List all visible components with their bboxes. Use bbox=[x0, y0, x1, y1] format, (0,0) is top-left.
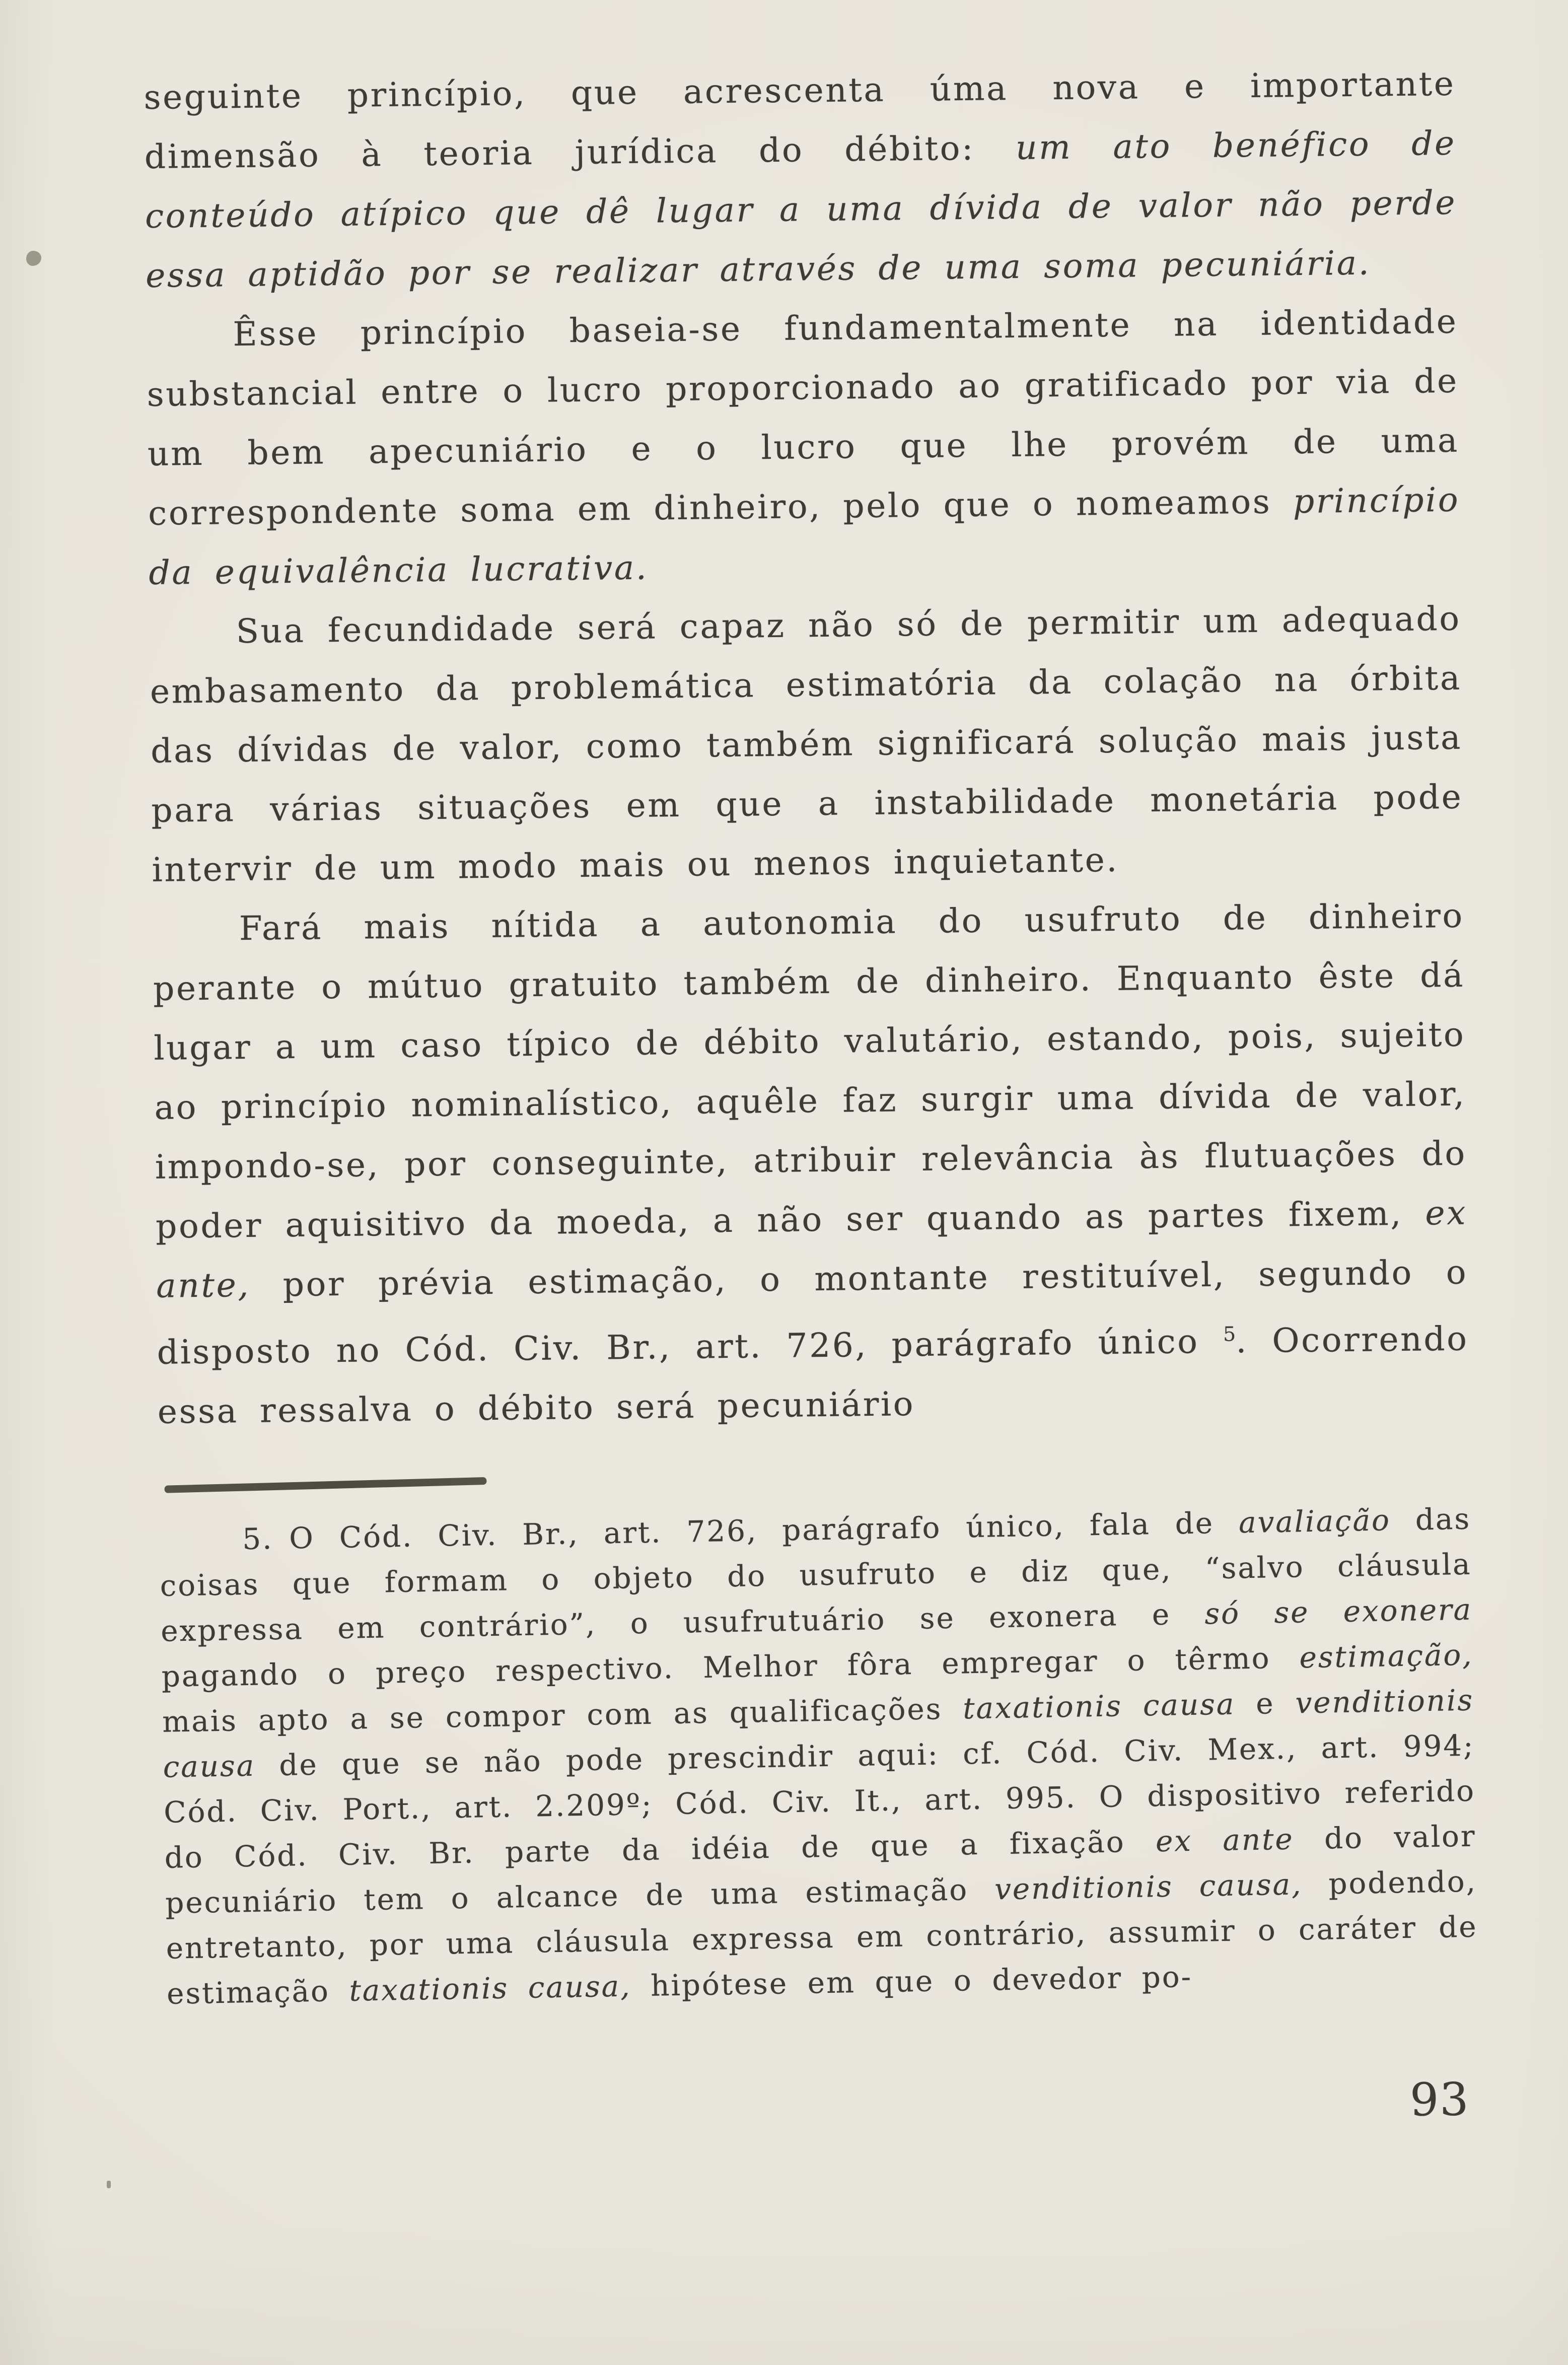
text-segment: Sua fecundidade será capaz não só de permitir um adequado embasamento da problemática estimatória da colação na órbita das dívidas de valor, como também significará solução mais justa para várias situações em que a instabilidade monetária pode intervir de um modo mais ou menos inquietante. bbox=[150, 599, 1463, 889]
text-segment: 5 bbox=[1223, 1323, 1236, 1346]
text-segment: de que se não pode prescindir aqui: cf. Cód. Civ. Mex., art. 994; Cód. Civ. Port., art. 2.209º; Cód. Civ. It., art. 995. O dispositivo referido do Cód. Civ. Br. parte da idéia de que a fixação bbox=[163, 1728, 1476, 1875]
text-segment: 5. O Cód. Civ. Br., art. 726, parágrafo único, fala de bbox=[242, 1505, 1239, 1557]
text-segment: só se exonera bbox=[1204, 1592, 1473, 1631]
footnote-block bbox=[159, 1496, 1479, 2016]
text-segment: seguinte princípio, que acrescenta úma nova e importante dimensão à teoria jurídica do débito: bbox=[144, 64, 1456, 176]
text-segment: venditionis causa, bbox=[994, 1867, 1303, 1907]
text-segment: . Ocorrendo essa ressalva o débito será pecuniário bbox=[157, 1319, 1469, 1431]
text-segment: estimação, bbox=[1299, 1637, 1473, 1675]
page-number: 93 bbox=[1409, 2073, 1470, 2127]
text-segment: do valor pecuniário tem o alcance de uma estimação bbox=[165, 1819, 1476, 1920]
ink-speck bbox=[26, 251, 41, 266]
text-segment: taxationis causa bbox=[962, 1687, 1236, 1726]
text-segment: venditionis causa bbox=[163, 1683, 1474, 1784]
text-segment: Fará mais nítida a autonomia do usufruto de dinheiro perante o mútuo gratuito também de dinheiro. Enquanto êste dá lugar a um caso típico de débito valutário, estando, pois, sujeito ao princípio nominalístico, aquêle faz surgir uma dívida de valor, impondo-se, por conseguinte, atribuir relevância às flutuações do poder aquisitivo da moeda, a não ser quando as partes fixem, bbox=[153, 896, 1467, 1246]
paragraph bbox=[152, 886, 1469, 1442]
ink-speck bbox=[107, 2181, 111, 2188]
paragraph bbox=[144, 54, 1458, 306]
text-segment: das coisas que formam o objeto do usufruto e diz que, “salvo cláusula expressa em contrário”, o usufrutuário se exonera e bbox=[160, 1501, 1472, 1648]
text-segment: hipótese em que o devedor po- bbox=[630, 1959, 1193, 2003]
footnote-section bbox=[158, 1463, 1478, 2016]
text-segment: pagando o preço respectivo. Melhor fôra empregar o têrmo bbox=[161, 1640, 1300, 1694]
text-segment: e bbox=[1235, 1686, 1296, 1721]
paragraph bbox=[149, 589, 1464, 900]
text-segment: ex ante bbox=[1155, 1822, 1295, 1859]
text-segment: princípio da equivalência lucrativa. bbox=[149, 480, 1460, 592]
main-text-block bbox=[144, 54, 1469, 1442]
text-segment: mais apto a se compor com as qualificações bbox=[162, 1691, 963, 1739]
footnote-separator-rule bbox=[164, 1477, 486, 1493]
paragraph bbox=[146, 292, 1461, 603]
text-segment: ex ante, bbox=[156, 1193, 1468, 1305]
text-segment: por prévia estimação, o montante restituível, segundo o disposto no Cód. Civ. Br., art. 726, parágrafo único bbox=[157, 1253, 1468, 1372]
page-content bbox=[144, 54, 1478, 2011]
text-segment: podendo, entretanto, por uma cláusula expressa em contrário, assumir o caráter de estimação bbox=[166, 1864, 1478, 2011]
text-segment: Êsse princípio baseia-se fundamentalmente na identidade substancial entre o lucro proporcionado ao gratificado por via de um bem apecuniário e o lucro que lhe provém de uma correspondente soma em dinheiro, pelo que o nomeamos bbox=[147, 302, 1460, 533]
text-segment: avaliação bbox=[1238, 1503, 1391, 1540]
footnote-paragraph bbox=[159, 1496, 1479, 2016]
text-segment: taxationis causa, bbox=[348, 1969, 631, 2008]
text-segment: um ato benéfico de conteúdo atípico que dê lugar a uma dívida de valor não perde essa aptidão por se realizar através de uma soma pecuniária. bbox=[145, 123, 1457, 295]
